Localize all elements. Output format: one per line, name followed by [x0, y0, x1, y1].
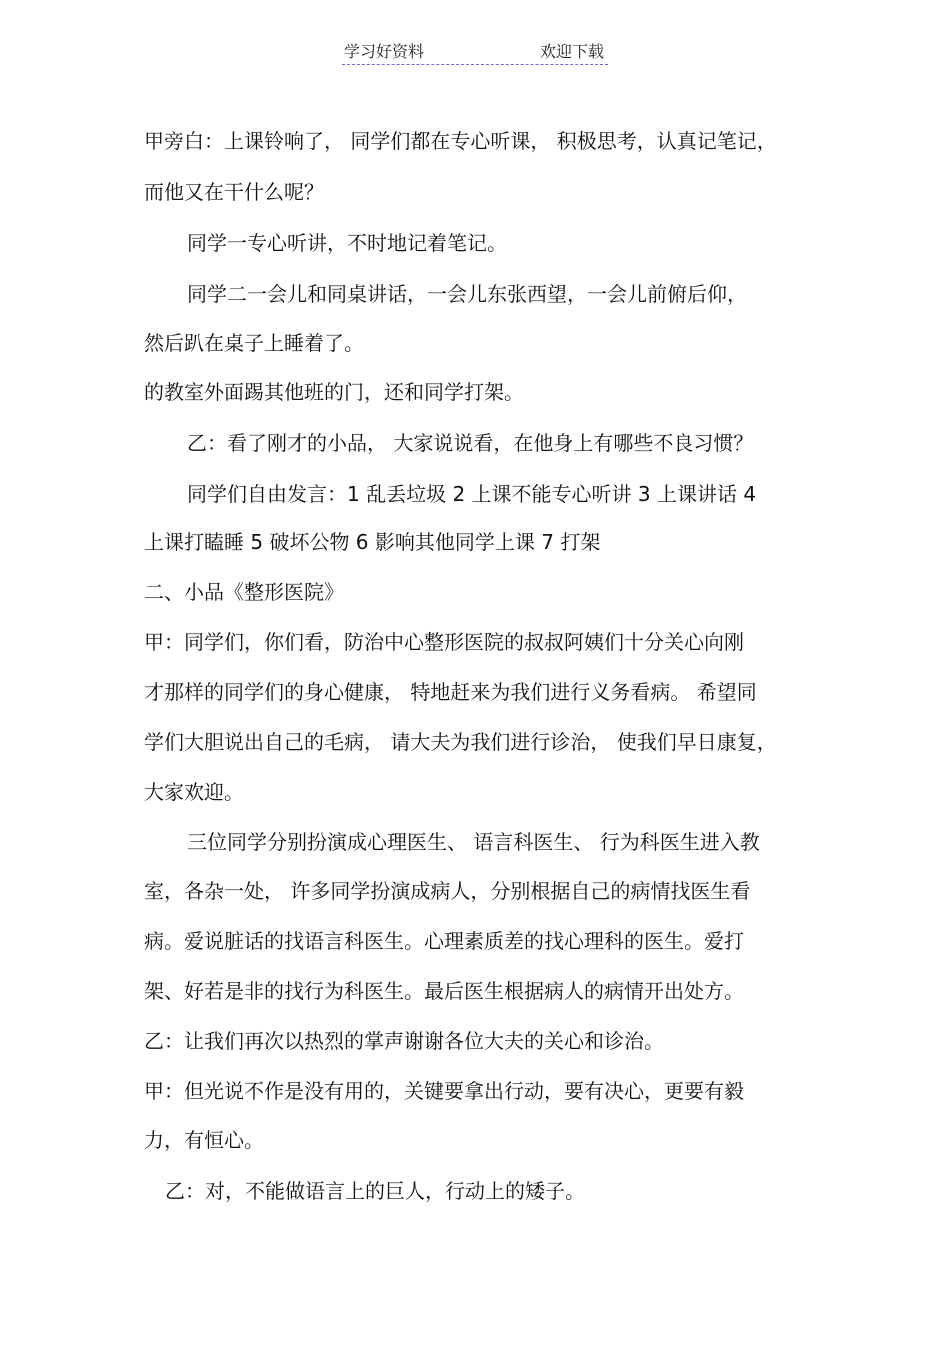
text-line: 上课打瞌睡 5 破坏公物 6 影响其他同学上课 7 打架	[144, 530, 601, 554]
text-line: 而他又在干什么呢？	[144, 180, 324, 204]
header-right-text: 欢迎下载	[539, 42, 604, 61]
section-heading: 二、小品《整形医院》	[144, 580, 344, 604]
text-line: 同学一专心听讲，不时地记着笔记。	[187, 231, 507, 255]
text-line: 乙：让我们再次以热烈的掌声谢谢各位大夫的关心和诊治。	[144, 1029, 664, 1053]
text-line: 架、好若是非的找行为科医生。最后医生根据病人的病情开出处方。	[144, 979, 744, 1003]
text-line: 乙：对，不能做语言上的巨人，行动上的矮子。	[165, 1179, 585, 1203]
text-line: 同学们自由发言：1 乱丢垃圾 2 上课不能专心听讲 3 上课讲话 4	[187, 482, 757, 506]
text-line: 大家欢迎。	[144, 780, 244, 804]
text-line: 的教室外面踢其他班的门，还和同学打架。	[144, 380, 524, 404]
text-line: 甲：同学们，你们看，防治中心整形医院的叔叔阿姨们十分关心向刚	[144, 630, 744, 654]
text-line: 力，有恒心。	[144, 1128, 264, 1152]
text-line: 三位同学分别扮演成心理医生、 语言科医生、 行为科医生进入教	[187, 830, 760, 854]
header-left-text: 学习好资料	[344, 42, 425, 61]
text-line: 然后趴在桌子上睡着了。	[144, 331, 364, 355]
text-line: 病。爱说脏话的找语言科医生。心理素质差的找心理科的医生。爱打	[144, 929, 744, 953]
text-line: 室，各杂一处， 许多同学扮演成病人，分别根据自己的病情找医生看	[144, 879, 751, 903]
text-line: 甲旁白：上课铃响了， 同学们都在专心听课， 积极思考，认真记笔记，	[144, 129, 777, 153]
text-line: 学们大胆说出自己的毛病， 请大夫为我们进行诊治， 使我们早日康复，	[144, 730, 777, 754]
text-line: 乙：看了刚才的小品， 大家说说看，在他身上有哪些不良习惯？	[187, 431, 754, 455]
text-line: 同学二一会儿和同桌讲话，一会儿东张西望，一会儿前俯后仰，	[187, 282, 747, 306]
text-line: 才那样的同学们的身心健康， 特地赶来为我们进行义务看病。 希望同	[144, 680, 757, 704]
text-line: 甲：但光说不作是没有用的，关键要拿出行动，要有决心，更要有毅	[144, 1079, 744, 1103]
